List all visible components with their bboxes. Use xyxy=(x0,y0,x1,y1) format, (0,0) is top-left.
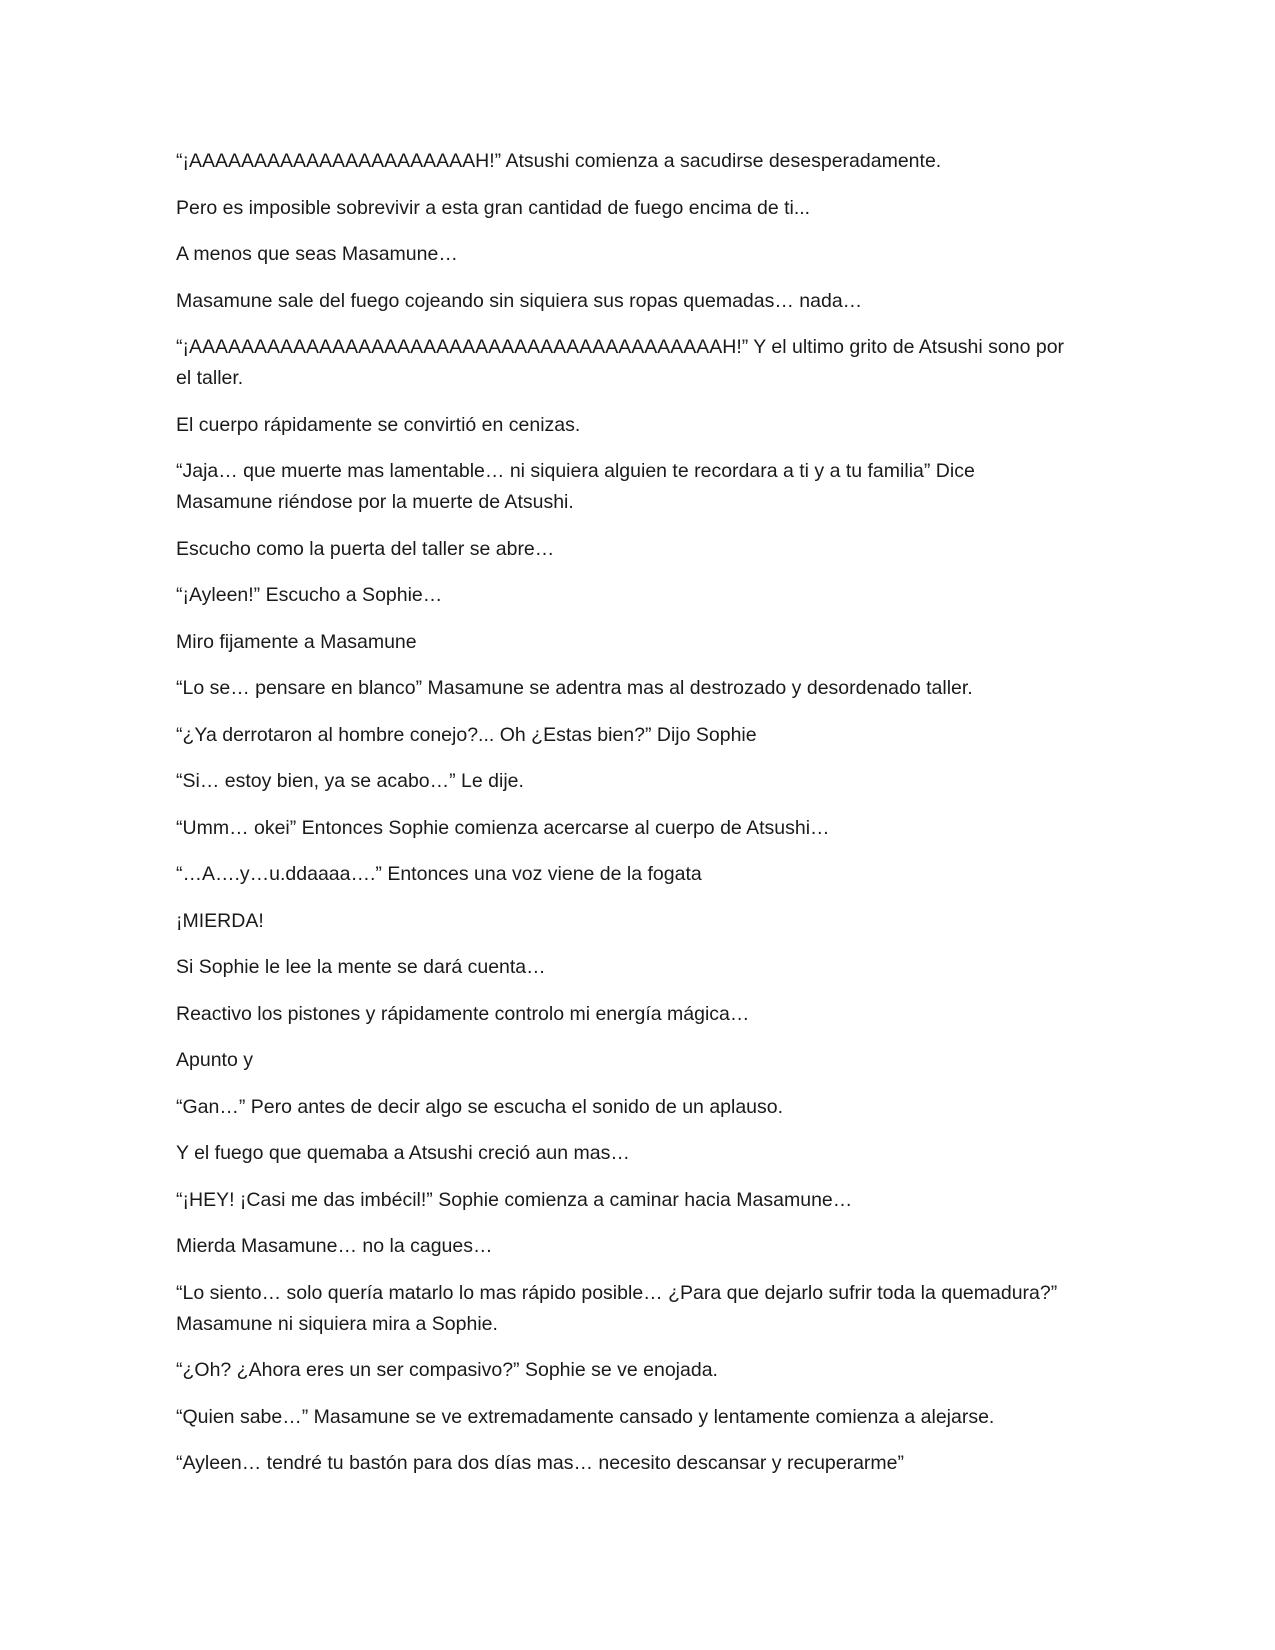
paragraph: “¿Oh? ¿Ahora eres un ser compasivo?” Sophie se ve enojada. xyxy=(176,1359,718,1381)
paragraph: “Lo siento… solo quería matarlo lo mas rápido posible… ¿Para que dejarlo sufrir toda la quemadura?” Masamune ni siquiera mira a Sophie. xyxy=(176,1281,1058,1335)
paragraph: “¿Ya derrotaron al hombre conejo?... Oh ¿Estas bien?” Dijo Sophie xyxy=(176,723,757,746)
paragraph: El cuerpo rápidamente se convirtió en cenizas. xyxy=(176,413,581,436)
paragraph: Miro fijamente a Masamune xyxy=(176,630,417,653)
paragraph: “…A….y…u.ddaaaa….” Entonces una voz viene de la fogata xyxy=(176,863,702,885)
paragraph: Mierda Masamune… no la cagues… xyxy=(176,1235,493,1257)
paragraph: Masamune sale del fuego cojeando sin siquiera sus ropas quemadas… nada… xyxy=(176,289,863,312)
paragraph: “Lo se… pensare en blanco” Masamune se adentra mas al destrozado y desordenado taller. xyxy=(176,677,973,699)
paragraph: Y el fuego que quemaba a Atsushi creció aun mas… xyxy=(176,1142,630,1164)
paragraph: Si Sophie le lee la mente se dará cuenta… xyxy=(176,956,546,978)
paragraph: Pero es imposible sobrevivir a esta gran cantidad de fuego encima de ti... xyxy=(176,196,811,219)
paragraph: “¡Ayleen!” Escucho a Sophie… xyxy=(176,584,443,606)
paragraph: Reactivo los pistones y rápidamente controlo mi energía mágica… xyxy=(176,1002,750,1025)
paragraph: “¡AAAAAAAAAAAAAAAAAAAAAAH!” Atsushi comienza a sacudirse desesperadamente. xyxy=(176,150,942,172)
paragraph: “Jaja… que muerte mas lamentable… ni siquiera alguien te recordara a ti y a tu familia” Dice Masamune riéndose por la muerte de Atsushi. xyxy=(176,460,975,513)
paragraph: Escucho como la puerta del taller se abre… xyxy=(176,537,555,560)
paragraph: “Gan…” Pero antes de decir algo se escucha el sonido de un aplauso. xyxy=(176,1095,784,1118)
paragraph: “Si… estoy bien, ya se acabo…” Le dije. xyxy=(176,770,524,792)
paragraph: “Umm… okei” Entonces Sophie comienza acercarse al cuerpo de Atsushi… xyxy=(176,816,830,839)
paragraph: “¡HEY! ¡Casi me das imbécil!” Sophie comienza a caminar hacia Masamune… xyxy=(176,1188,853,1211)
document-body xyxy=(176,146,1076,1495)
paragraph: ¡MIERDA! xyxy=(176,909,264,932)
paragraph: Apunto y xyxy=(176,1049,253,1071)
paragraph: “Ayleen… tendré tu bastón para dos días mas… necesito descansar y recuperarme” xyxy=(176,1452,905,1474)
paragraph: “Quien sabe…” Masamune se ve extremadamente cansado y lentamente comienza a alejarse. xyxy=(176,1405,995,1428)
paragraph: A menos que seas Masamune… xyxy=(176,243,458,265)
paragraph: “¡AAAAAAAAAAAAAAAAAAAAAAAAAAAAAAAAAAAAAAAAAH!” Y el ultimo grito de Atsushi sono por el taller. xyxy=(176,336,1065,389)
